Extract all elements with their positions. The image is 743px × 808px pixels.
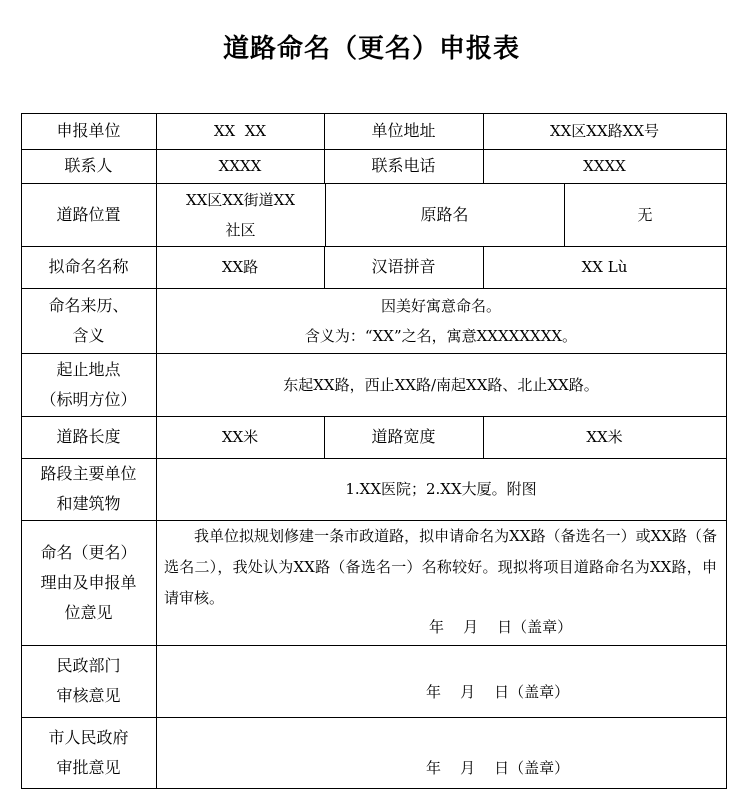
civil-affairs-stamp-date: 年 月 日（盖章） xyxy=(426,683,570,701)
government-label-line-1: 市人民政府 xyxy=(48,727,129,747)
endpoints-label xyxy=(21,353,156,416)
origin-line-2: 含义为：“XX”之名，寓意XXXXXXXX。 xyxy=(304,326,578,345)
location-label: 道路位置 xyxy=(56,204,121,224)
reason-label-line-2: 理由及申报单 xyxy=(40,572,137,592)
origin-label-line-1: 命名来历、 xyxy=(48,295,129,315)
contact-label: 联系人 xyxy=(64,156,113,175)
proposed-name-label: 拟命名名称 xyxy=(48,257,129,276)
reason-label xyxy=(21,520,156,645)
civil-affairs-label-line-1: 民政部门 xyxy=(56,656,121,675)
width-value: XX米 xyxy=(586,428,623,446)
civil-affairs-label-line-2: 审核意见 xyxy=(56,686,121,705)
contact-value: XXXX xyxy=(218,157,262,175)
application-form-table xyxy=(21,113,727,789)
origin-value xyxy=(156,288,726,353)
origin-label-line-2: 含义 xyxy=(72,325,105,345)
address-label: 单位地址 xyxy=(371,121,436,140)
applicant-value: XX XX xyxy=(213,122,267,140)
address-value: XX区XX路XX号 xyxy=(549,122,660,140)
reason-text: 我单位拟规划修建一条市政道路，拟申请命名为XX路（备选名一）或XX路（备选名二），我处认为XX路（备选名一）名称较好。现拟将项目道路命名为XX路，申请审核。 xyxy=(164,527,717,607)
endpoints-label-line-1: 起止地点 xyxy=(56,359,121,379)
government-label-line-2: 审批意见 xyxy=(56,757,121,777)
old-name-label: 原路名 xyxy=(420,204,469,224)
applicant-label: 申报单位 xyxy=(56,121,121,140)
proposed-name-value: XX路 xyxy=(221,258,259,276)
old-name-value: 无 xyxy=(637,205,653,224)
reason-stamp-date: 年 月 日（盖章） xyxy=(429,618,573,636)
location-value xyxy=(156,183,325,246)
reason-label-line-1: 命名（更名） xyxy=(40,542,137,562)
phone-label: 联系电话 xyxy=(371,156,436,175)
buildings-label-line-2: 和建筑物 xyxy=(56,494,121,513)
length-value: XX米 xyxy=(221,428,259,446)
length-label: 道路长度 xyxy=(56,427,121,446)
civil-affairs-label xyxy=(21,645,156,717)
phone-value: XXXX xyxy=(583,157,626,175)
width-label: 道路宽度 xyxy=(371,427,436,446)
reason-label-line-3: 位意见 xyxy=(64,602,113,622)
pinyin-label: 汉语拼音 xyxy=(371,257,436,276)
government-stamp-date: 年 月 日（盖章） xyxy=(426,759,570,777)
origin-label xyxy=(21,288,156,353)
buildings-value: 1.XX医院；2.XX大厦。附图 xyxy=(345,480,537,498)
buildings-label-line-1: 路段主要单位 xyxy=(40,464,137,483)
form-title: 道路命名（更名）申报表 xyxy=(222,34,520,64)
endpoints-label-line-2: （标明方位） xyxy=(40,389,137,409)
location-line-1: XX区XX街道XX xyxy=(185,190,296,209)
pinyin-value: XX Lù xyxy=(581,258,628,276)
endpoints-value: 东起XX路，西止XX路/南起XX路、北止XX路。 xyxy=(283,375,599,394)
buildings-label xyxy=(21,458,156,520)
government-label xyxy=(21,717,156,788)
location-line-2: 社区 xyxy=(225,220,256,239)
origin-line-1: 因美好寓意命名。 xyxy=(380,296,501,315)
